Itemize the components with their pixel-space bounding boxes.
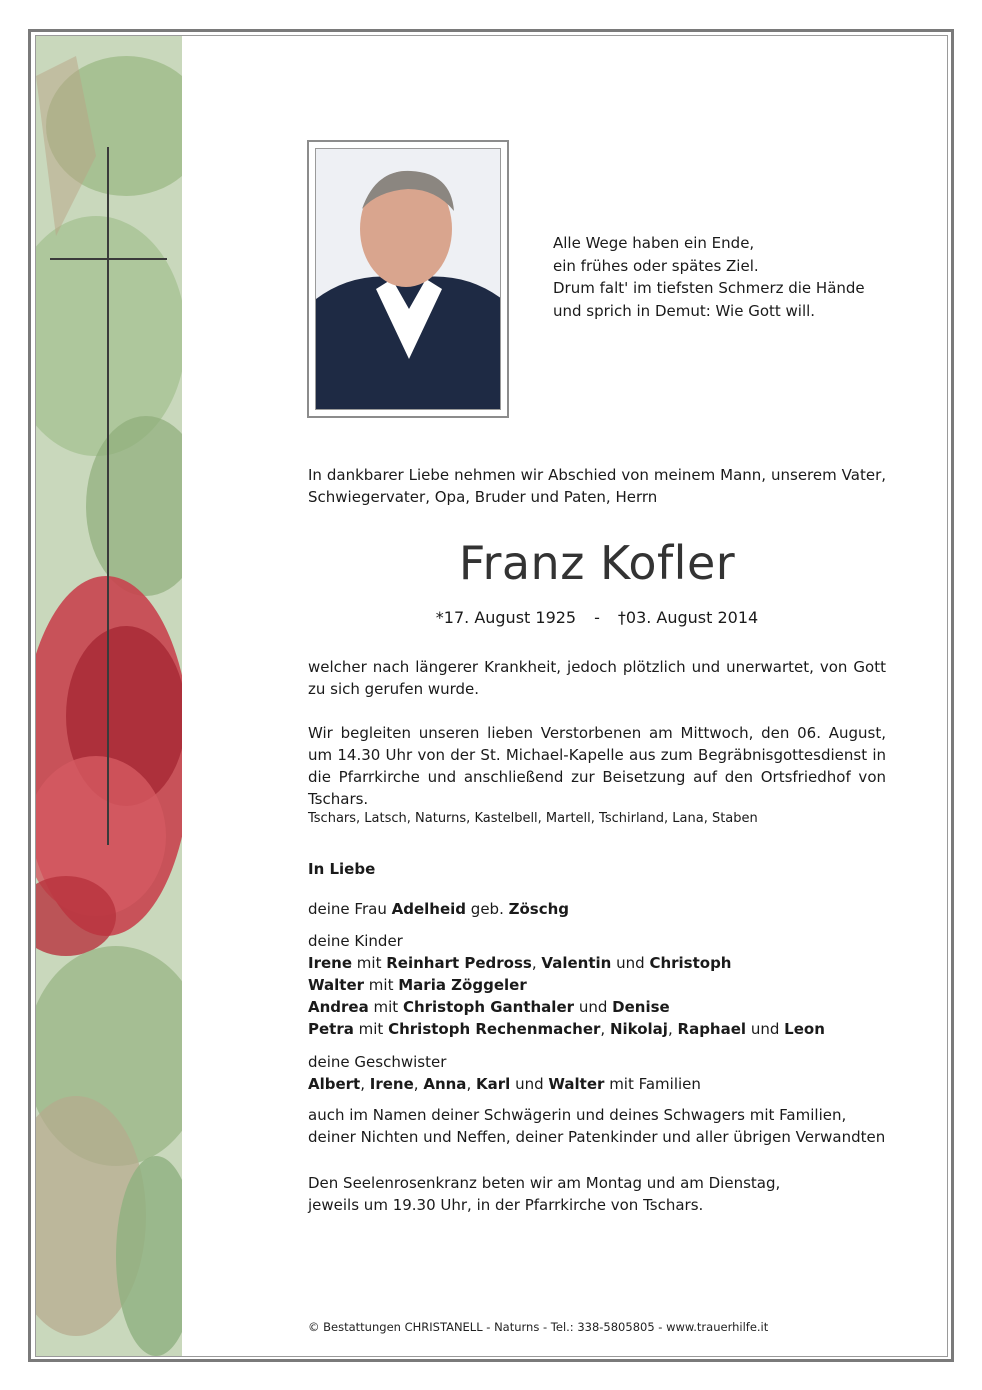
sibling-name: Albert xyxy=(308,1075,361,1093)
sibling-name: Walter xyxy=(548,1075,605,1093)
connector: mit xyxy=(368,976,394,994)
connector: und xyxy=(616,954,645,972)
relatives-line: deiner Nichten und Neffen, deiner Patenkinder und aller übrigen Verwandten xyxy=(308,1128,886,1146)
sibling-name: Irene xyxy=(369,1075,414,1093)
siblings-suffix: mit Familien xyxy=(609,1075,701,1093)
children-heading: deine Kinder xyxy=(308,932,403,950)
connector: und xyxy=(515,1075,544,1093)
wife-line xyxy=(308,898,569,920)
grandchild-name: Valentin xyxy=(541,954,612,972)
cross-horizontal xyxy=(50,258,167,260)
relatives-line: auch im Namen deiner Schwägerin und deines Schwagers mit Familien, xyxy=(308,1106,847,1124)
poem-line: Alle Wege haben ein Ende, xyxy=(553,234,755,252)
child-name: Andrea xyxy=(308,998,369,1016)
child-name: Petra xyxy=(308,1020,354,1038)
children-line xyxy=(308,1018,825,1040)
intro-text: In dankbarer Liebe nehmen wir Abschied von meinem Mann, unserem Vater, Schwiegervater, Opa, Bruder und Paten, Herrn xyxy=(308,466,886,506)
grandchild-name: Nikolaj xyxy=(609,1020,668,1038)
comma: , xyxy=(600,1020,606,1038)
wife-prefix: deine Frau xyxy=(308,900,387,918)
connector: mit xyxy=(373,998,399,1016)
relatives-block xyxy=(308,1104,885,1148)
poem-line: Drum falt' im tiefsten Schmerz die Hände xyxy=(553,279,865,297)
children-line xyxy=(308,996,825,1018)
death-date: †03. August 2014 xyxy=(617,608,759,627)
wife-maiden-name: Zöschg xyxy=(508,900,570,918)
comma: , xyxy=(667,1020,673,1038)
wife-name: Adelheid xyxy=(391,900,467,918)
siblings-block xyxy=(308,1051,701,1095)
rose-image-strip xyxy=(36,36,182,1356)
sibling-name: Karl xyxy=(475,1075,511,1093)
portrait-photo xyxy=(315,148,501,410)
portrait-frame xyxy=(307,140,509,418)
poem xyxy=(553,232,865,322)
spouse-name: Christoph Ganthaler xyxy=(402,998,575,1016)
spouse-name: Christoph Rechenmacher xyxy=(388,1020,601,1038)
child-name: Irene xyxy=(308,954,353,972)
rosary-line: Den Seelenrosenkranz beten wir am Montag und am Dienstag, xyxy=(308,1174,781,1192)
sibling-name: Anna xyxy=(423,1075,467,1093)
cross-vertical xyxy=(107,147,109,845)
deceased-name: Franz Kofler xyxy=(458,536,736,590)
date-separator: - xyxy=(594,608,600,627)
rosary-line: jeweils um 19.30 Uhr, in der Pfarrkirche von Tschars. xyxy=(308,1196,704,1214)
connector: und xyxy=(750,1020,780,1038)
children-line xyxy=(308,952,825,974)
poem-line: und sprich in Demut: Wie Gott will. xyxy=(553,301,816,320)
funeral-details-text: Wir begleiten unseren lieben Verstorbenen am Mittwoch, den 06. August, um 14.30 Uhr von der St. Michael-Kapelle aus zum Begräbnisgottesdienst in die Pfarrkirche und anschließend zur Beisetzung auf den Ortsfriedhof von Tschars. xyxy=(308,724,886,808)
child-name: Walter xyxy=(308,976,365,994)
grandchild-name: Christoph xyxy=(649,954,732,972)
children-line xyxy=(308,974,825,996)
grandchild-name: Denise xyxy=(612,998,670,1016)
spouse-name: Reinhart Pedross xyxy=(386,954,532,972)
comma: , xyxy=(531,954,537,972)
death-notice-text: welcher nach längerer Krankheit, jedoch plötzlich und unerwartet, von Gott zu sich gerufen wurde. xyxy=(308,658,886,698)
siblings-heading: deine Geschwister xyxy=(308,1053,447,1071)
in-liebe-heading: In Liebe xyxy=(308,860,376,878)
towns-list: Tschars, Latsch, Naturns, Kastelbell, Martell, Tschirland, Lana, Staben xyxy=(308,811,758,826)
life-dates xyxy=(308,608,886,627)
grandchild-name: Leon xyxy=(784,1020,825,1038)
children-block xyxy=(308,930,825,1040)
connector: und xyxy=(578,998,608,1016)
connector: mit xyxy=(356,954,382,972)
wife-mid: geb. xyxy=(470,900,504,918)
birth-date: *17. August 1925 xyxy=(435,608,577,627)
footer-credit: © Bestattungen CHRISTANELL - Naturns - Tel.: 338-5805805 - www.trauerhilfe.it xyxy=(308,1320,769,1334)
poem-line: ein frühes oder spätes Ziel. xyxy=(553,256,759,275)
connector: mit xyxy=(358,1020,384,1038)
grandchild-name: Raphael xyxy=(677,1020,747,1038)
rosary-block xyxy=(308,1172,780,1216)
siblings-line: Albert, Irene, Anna, Karl und Walter mit Familien xyxy=(308,1075,701,1093)
spouse-name: Maria Zöggeler xyxy=(398,976,527,994)
